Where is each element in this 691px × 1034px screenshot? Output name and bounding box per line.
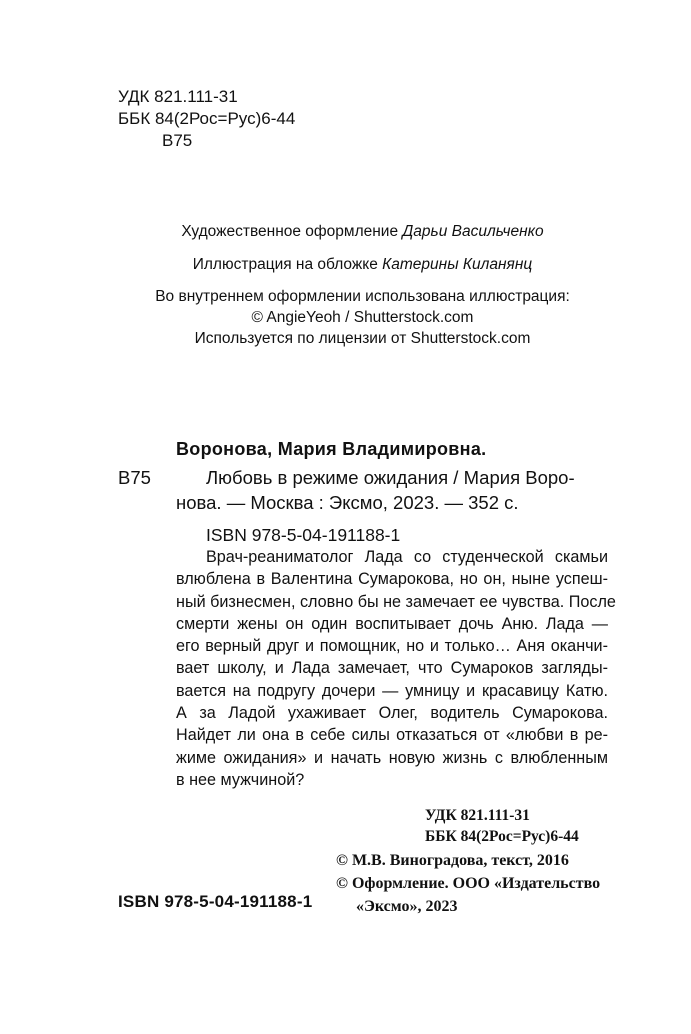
annotation-line: смерти жены он один воспитывает дочь Аню. Лада —: [176, 614, 608, 633]
udk-code-top: УДК 821.111-31: [118, 87, 238, 106]
annotation-line: в нее мужчиной?: [176, 770, 305, 789]
copyright-publisher: «Эксмо», 2023: [356, 898, 458, 915]
annotation-line: вается на подругу дочери — умницу и красавицу Катю.: [176, 681, 608, 700]
annotation: [176, 546, 616, 791]
copyright-design: © Оформление. ООО «Издательство: [336, 875, 601, 892]
inner-illustration-credit: [100, 286, 625, 349]
catalog-title-line-1: Любовь в режиме ожидания / Мария Воро-: [206, 467, 575, 488]
annotation-line: ный бизнесмен, словно бы не замечает ее чувства. После: [176, 592, 616, 611]
catalog-isbn: ISBN 978-5-04-191188-1: [206, 525, 401, 545]
annotation-line: Врач-реаниматолог Лада со студенческой скамьи: [206, 548, 608, 566]
annotation-line: вает школу, и Лада замечает, что Сумароков загляды-: [176, 659, 608, 678]
cover-label: Иллюстрация на обложке: [192, 256, 378, 273]
license-line: Используется по лицензии от Shutterstock.com: [194, 330, 531, 347]
bbk-code-bottom: ББК 84(2Рос=Рус)6-44: [425, 828, 579, 845]
annotation-line: А за Ладой ухаживает Олег, водитель Сумарокова.: [176, 704, 608, 723]
cover-name: Катерины Киланянц: [382, 256, 533, 273]
author-code-top: В75: [162, 131, 193, 150]
isbn-bottom: ISBN 978-5-04-191188-1: [118, 892, 313, 911]
design-credit: [100, 221, 625, 242]
design-label: Художественное оформление: [181, 223, 399, 240]
bbk-code-top: ББК 84(2Рос=Рус)6-44: [118, 109, 296, 128]
catalog-title-line-2: нова. — Москва : Эксмо, 2023. — 352 с.: [176, 492, 519, 513]
annotation-line: его верный друг и помощник, но и только… Аня оканчи-: [176, 637, 608, 656]
cover-credit: [100, 254, 625, 275]
annotation-line: жиме ожидания» и начать новую жизнь с влюбленным: [176, 748, 608, 767]
annotation-line: Найдет ли она в себе силы отказаться от «любви в ре-: [176, 726, 608, 745]
copyright-text: © М.В. Виноградова, текст, 2016: [336, 852, 569, 869]
design-name: Дарьи Васильченко: [402, 223, 544, 240]
catalog-author: Воронова, Мария Владимировна.: [176, 439, 487, 459]
catalog-code: В75: [118, 467, 151, 488]
annotation-line: влюблена в Валентина Сумарокова, но он, ныне успеш-: [176, 570, 608, 589]
inner-illustration-line: Во внутреннем оформлении использована иллюстрация:: [155, 288, 570, 305]
udk-code-bottom: УДК 821.111-31: [425, 807, 530, 824]
inner-illustration-source: © AngieYeoh / Shutterstock.com: [251, 309, 474, 326]
